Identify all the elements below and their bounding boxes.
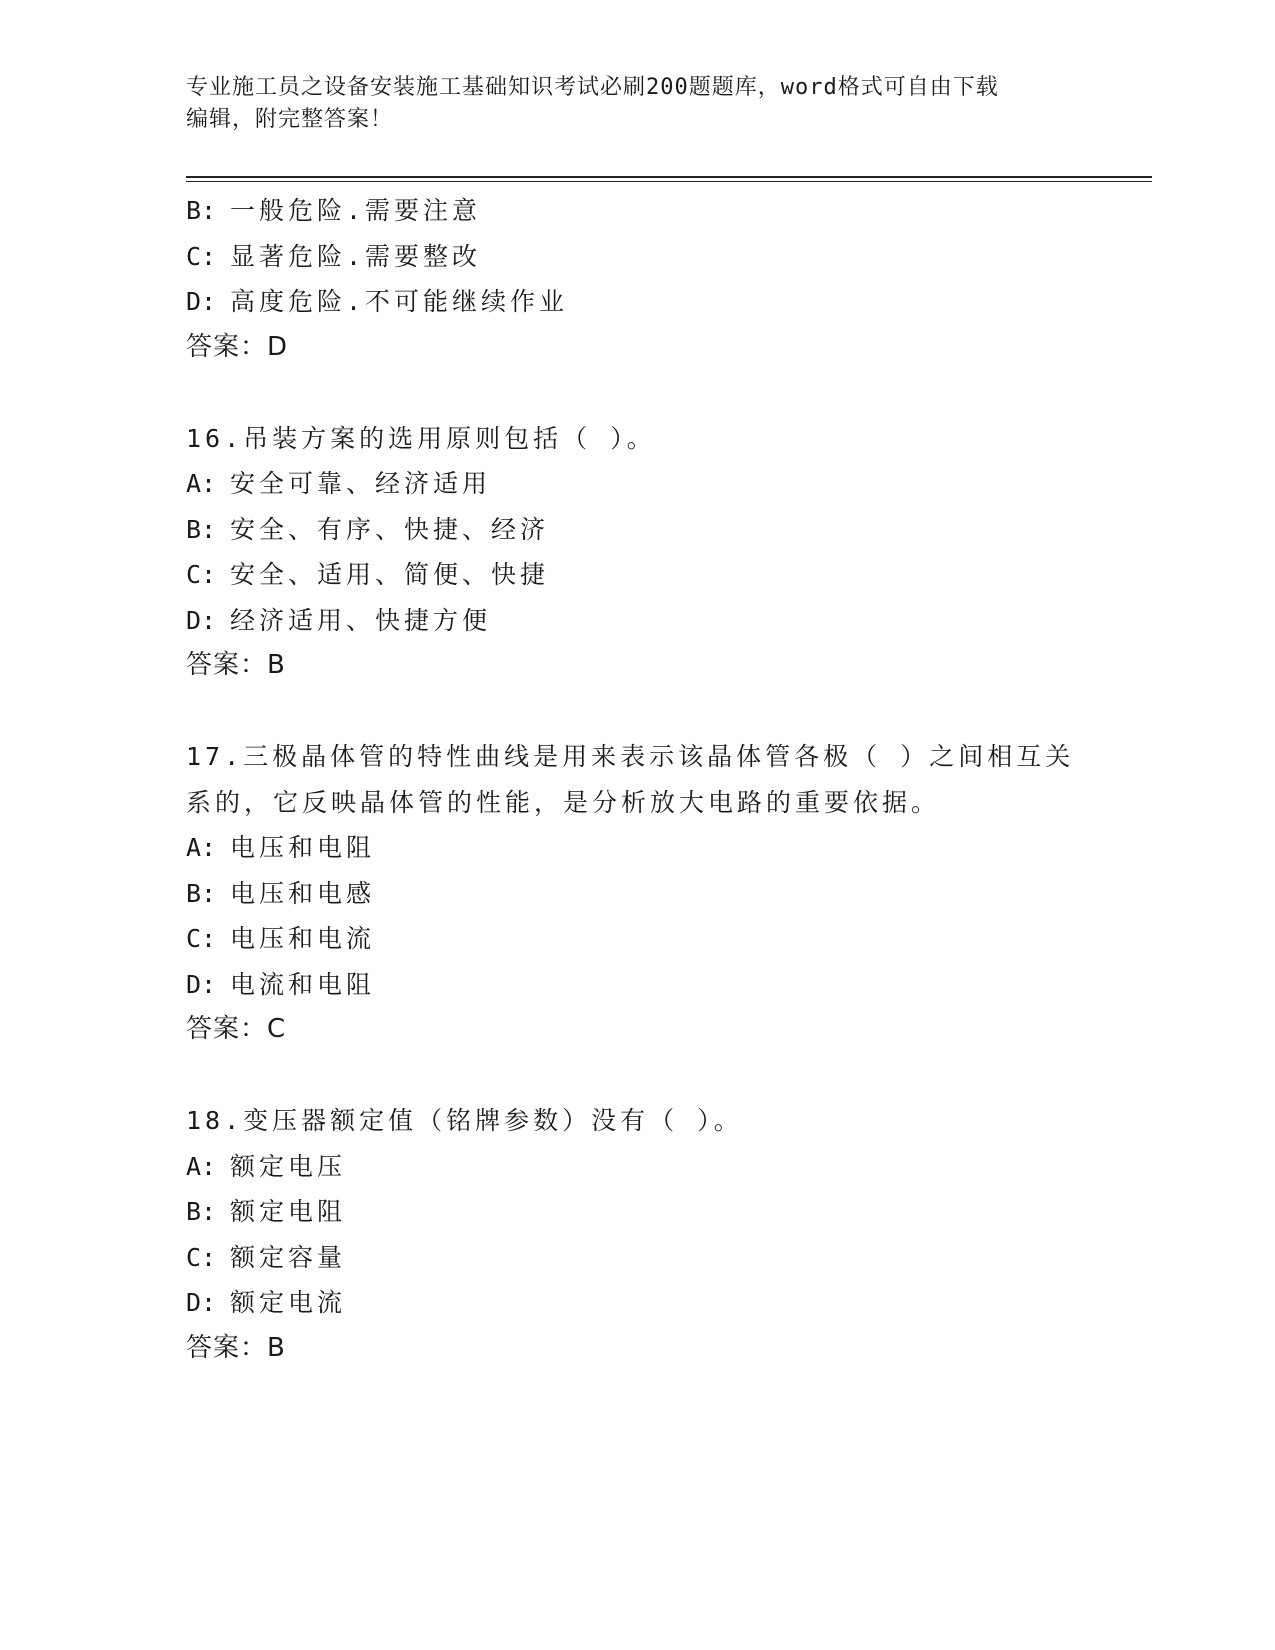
option-text: 电压和电阻 xyxy=(230,833,376,862)
option-text: 经济适用、快捷方便 xyxy=(230,605,492,635)
option-text: 一般危险.需要注意 xyxy=(230,196,482,225)
option-label: D: xyxy=(186,1288,217,1317)
header-divider-thick xyxy=(186,176,1152,178)
option-label: D: xyxy=(186,287,217,316)
option-a xyxy=(186,1144,1086,1190)
option-d xyxy=(186,1280,1086,1326)
header-line-2: 编辑，附完整答案！ xyxy=(186,107,394,132)
answer: 答案：D xyxy=(186,331,289,362)
option-d xyxy=(186,962,1086,1008)
answer: 答案：B xyxy=(186,650,286,680)
option-text: 电压和电感 xyxy=(230,878,376,908)
option-a xyxy=(186,825,1086,871)
question-16 xyxy=(186,416,1086,689)
option-text: 安全可靠、经济适用 xyxy=(230,469,492,498)
option-label: A: xyxy=(186,833,217,862)
document-header xyxy=(186,72,1066,136)
option-b xyxy=(186,871,1086,917)
option-label: C: xyxy=(186,560,217,589)
option-c xyxy=(186,234,1086,280)
option-text: 额定电阻 xyxy=(230,1197,347,1226)
option-b xyxy=(186,507,1086,553)
option-label: C: xyxy=(186,924,217,953)
option-text: 电流和电阻 xyxy=(230,969,376,999)
option-label: B: xyxy=(186,196,217,225)
question-text: 18.变压器额定值（铭牌参数）没有（ ）。 xyxy=(186,1106,743,1135)
option-text: 安全、适用、简便、快捷 xyxy=(230,560,550,589)
header-divider-thin xyxy=(186,181,1152,182)
option-c xyxy=(186,1235,1086,1281)
question-17 xyxy=(186,734,1086,1053)
option-label: A: xyxy=(186,1151,217,1181)
option-d xyxy=(186,279,1086,325)
question-text-line-2: 系的，它反映晶体管的性能，是分析放大电路的重要依据。 xyxy=(186,787,941,817)
option-label: A: xyxy=(186,469,217,498)
option-b xyxy=(186,1189,1086,1235)
question-text-line-1: 17.三极晶体管的特性曲线是用来表示该晶体管各极（ ）之间相互关 xyxy=(186,742,1075,771)
question-18 xyxy=(186,1098,1086,1371)
option-a xyxy=(186,461,1086,507)
option-b xyxy=(186,188,1086,234)
option-text: 高度危险.不可能继续作业 xyxy=(230,287,569,316)
option-label: C: xyxy=(186,1242,217,1272)
header-line-1: 专业施工员之设备安装施工基础知识考试必刷200题题库，word格式可自由下载 xyxy=(186,75,999,100)
option-label: B: xyxy=(186,878,217,908)
option-label: D: xyxy=(186,605,217,635)
option-label: B: xyxy=(186,1197,217,1226)
option-text: 额定容量 xyxy=(230,1242,347,1272)
option-text: 安全、有序、快捷、经济 xyxy=(230,514,550,544)
option-text: 额定电压 xyxy=(230,1151,347,1181)
option-label: D: xyxy=(186,969,217,999)
option-text: 显著危险.需要整改 xyxy=(230,241,482,271)
option-c xyxy=(186,552,1086,598)
question-text: 16.吊装方案的选用原则包括（ ）。 xyxy=(186,423,656,453)
question-content xyxy=(186,188,1086,1371)
option-d xyxy=(186,598,1086,644)
option-c xyxy=(186,916,1086,962)
question-15-continued xyxy=(186,188,1086,370)
answer: 答案：C xyxy=(186,1014,287,1044)
option-label: B: xyxy=(186,514,217,544)
spacer xyxy=(186,370,1086,416)
answer: 答案：B xyxy=(186,1332,286,1363)
option-text: 电压和电流 xyxy=(230,924,376,953)
option-label: C: xyxy=(186,241,217,271)
option-text: 额定电流 xyxy=(230,1288,347,1317)
spacer xyxy=(186,1053,1086,1099)
spacer xyxy=(186,689,1086,735)
